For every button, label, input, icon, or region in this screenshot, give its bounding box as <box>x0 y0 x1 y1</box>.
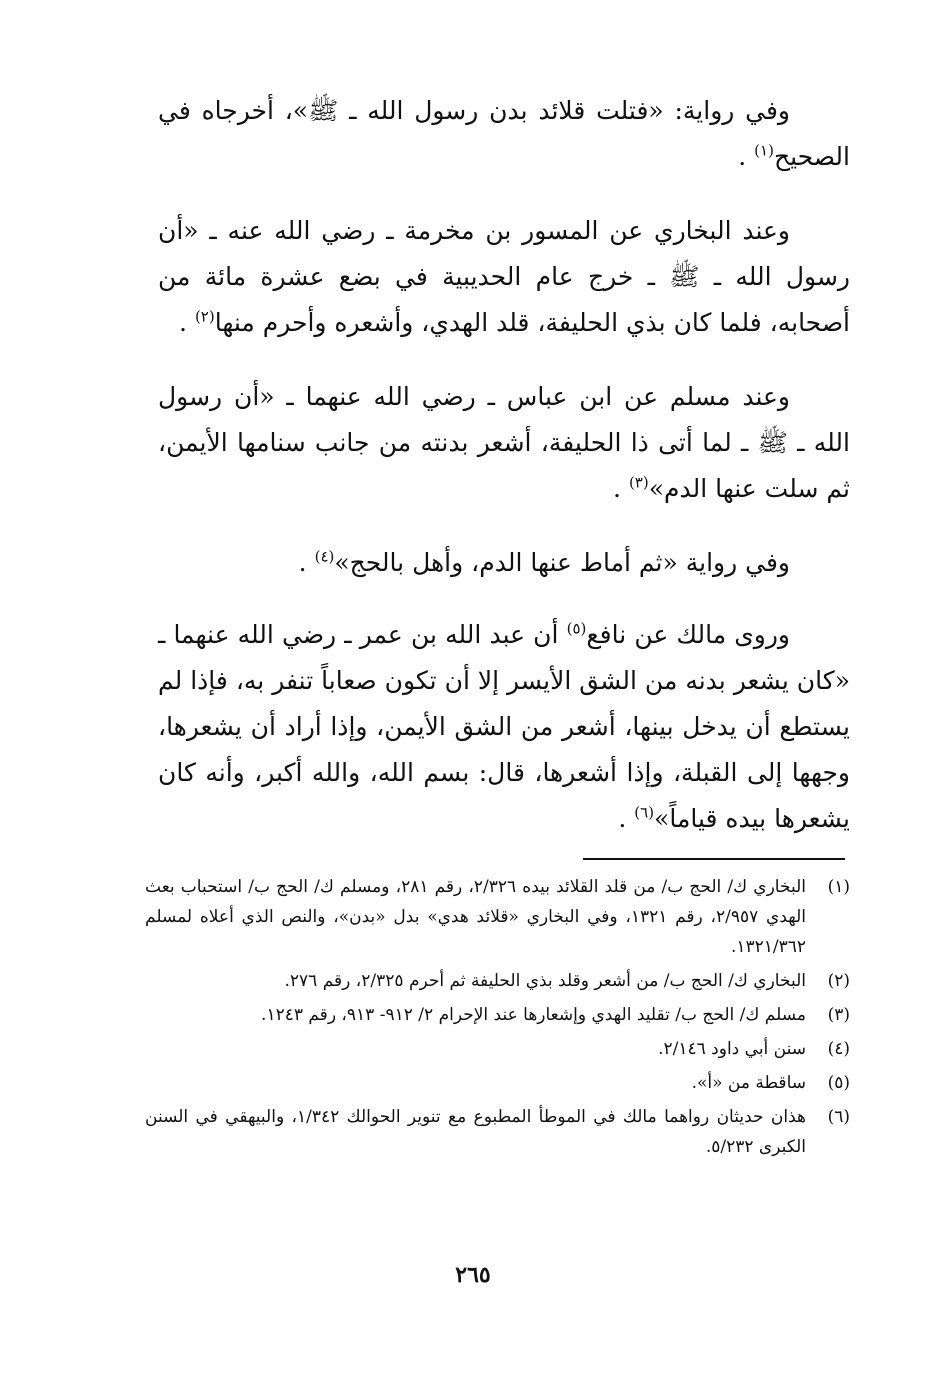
footnote-number: (١) <box>827 877 850 897</box>
footnote-1 <box>145 872 850 962</box>
footnote-marker: (٦) <box>634 803 655 822</box>
paragraph-3 <box>158 374 850 512</box>
footnote-number: (٢) <box>827 971 850 991</box>
footnote-6 <box>145 1102 850 1162</box>
footnote-marker-inline: (٥) <box>566 619 587 638</box>
paragraph-tail: . <box>298 548 307 577</box>
footnote-4 <box>145 1034 850 1064</box>
footnote-marker: (١) <box>754 141 774 160</box>
main-text <box>158 88 850 870</box>
footnote-2 <box>145 966 850 996</box>
footnote-text: ساقطة من «أ». <box>691 1073 806 1093</box>
footnote-marker: (٣) <box>628 473 649 492</box>
paragraph-text: وعند مسلم عن ابن عباس ـ رضي الله عنهما ـ «أن رسول الله ـ ﷺ ـ لما أتى ذا الحليفة، أشعر بدنته من جانب سنامها الأيمن، ثم سلت عنها الدم» <box>158 382 850 503</box>
paragraph-2 <box>158 208 850 346</box>
footnotes <box>145 872 850 1166</box>
footnote-text: سنن أبي داود ٢/١٤٦. <box>658 1039 806 1059</box>
paragraph-tail: . <box>613 474 621 503</box>
paragraph-1 <box>158 88 850 180</box>
paragraph-tail: . <box>738 142 747 171</box>
footnote-separator <box>583 858 845 860</box>
paragraph-tail: . <box>179 308 187 337</box>
footnote-number: (٤) <box>827 1039 850 1059</box>
page-number: ٢٦٥ <box>455 1262 491 1288</box>
footnote-3 <box>145 1000 850 1030</box>
footnote-5 <box>145 1068 850 1098</box>
paragraph-text-start: وروى مالك عن نافع <box>586 620 790 649</box>
footnote-marker: (٤) <box>314 547 335 566</box>
paragraph-text: أن عبد الله بن عمر ـ رضي الله عنهما ـ «كان يشعر بدنه من الشق الأيسر إلا أن تكون صعاباً تنفر به، فإذا لم يستطع أن يدخل بينها، أشعر من الشق الأيمن، وإذا أراد أن يشعرها، وجهها إلى القبلة، وإذا أشعرها، قال: بسم الله، والله أكبر، وأنه كان يشعرها بيده قياماً» <box>158 620 850 833</box>
paragraph-tail: . <box>618 804 627 833</box>
paragraph-text: وفي رواية «ثم أماط عنها الدم، وأهل بالحج» <box>334 548 790 577</box>
footnote-text: البخاري ك/ الحج ب/ من قلد القلائد بيده ٢/٣٢٦، رقم ٢٨١، ومسلم ك/ الحج ب/ استحباب بعث الهدي ٢/٩٥٧، رقم ١٣٢١، وفي البخاري «قلائد هدي» بدل «بدن»، والنص الذي أعلاه لمسلم ١٣٢١/٣٦٢. <box>145 877 807 957</box>
footnote-text: هذان حديثان رواهما مالك في الموطأ المطبوع مع تنوير الحوالك ١/٣٤٢، والبيهقي في السنن الكبرى ٥/٢٣٢. <box>145 1107 806 1157</box>
footnote-marker: (٢) <box>194 307 215 326</box>
paragraph-text: وعند البخاري عن المسور بن مخرمة ـ رضي الله عنه ـ «أن رسول الله ـ ﷺ ـ خرج عام الحديبية في بضع عشرة مائة من أصحابه، فلما كان بذي الحليفة، قلد الهدي، وأشعره وأحرم منها <box>158 216 850 337</box>
footnote-number: (٦) <box>827 1107 850 1127</box>
footnote-number: (٥) <box>827 1073 850 1093</box>
paragraph-text: وفي رواية: «فتلت قلائد بدن رسول الله ـ ﷺ»، أخرجاه في الصحيح <box>158 96 850 171</box>
paragraph-5 <box>158 612 850 842</box>
footnote-text: البخاري ك/ الحج ب/ من أشعر وقلد بذي الحليفة ثم أحرم ٢/٣٢٥، رقم ٢٧٦. <box>284 971 806 991</box>
footnote-number: (٣) <box>827 1005 850 1025</box>
footnote-text: مسلم ك/ الحج ب/ تقليد الهدي وإشعارها عند الإحرام ٢/ ٩١٢- ٩١٣، رقم ١٢٤٣. <box>261 1005 806 1025</box>
paragraph-4 <box>158 540 850 586</box>
